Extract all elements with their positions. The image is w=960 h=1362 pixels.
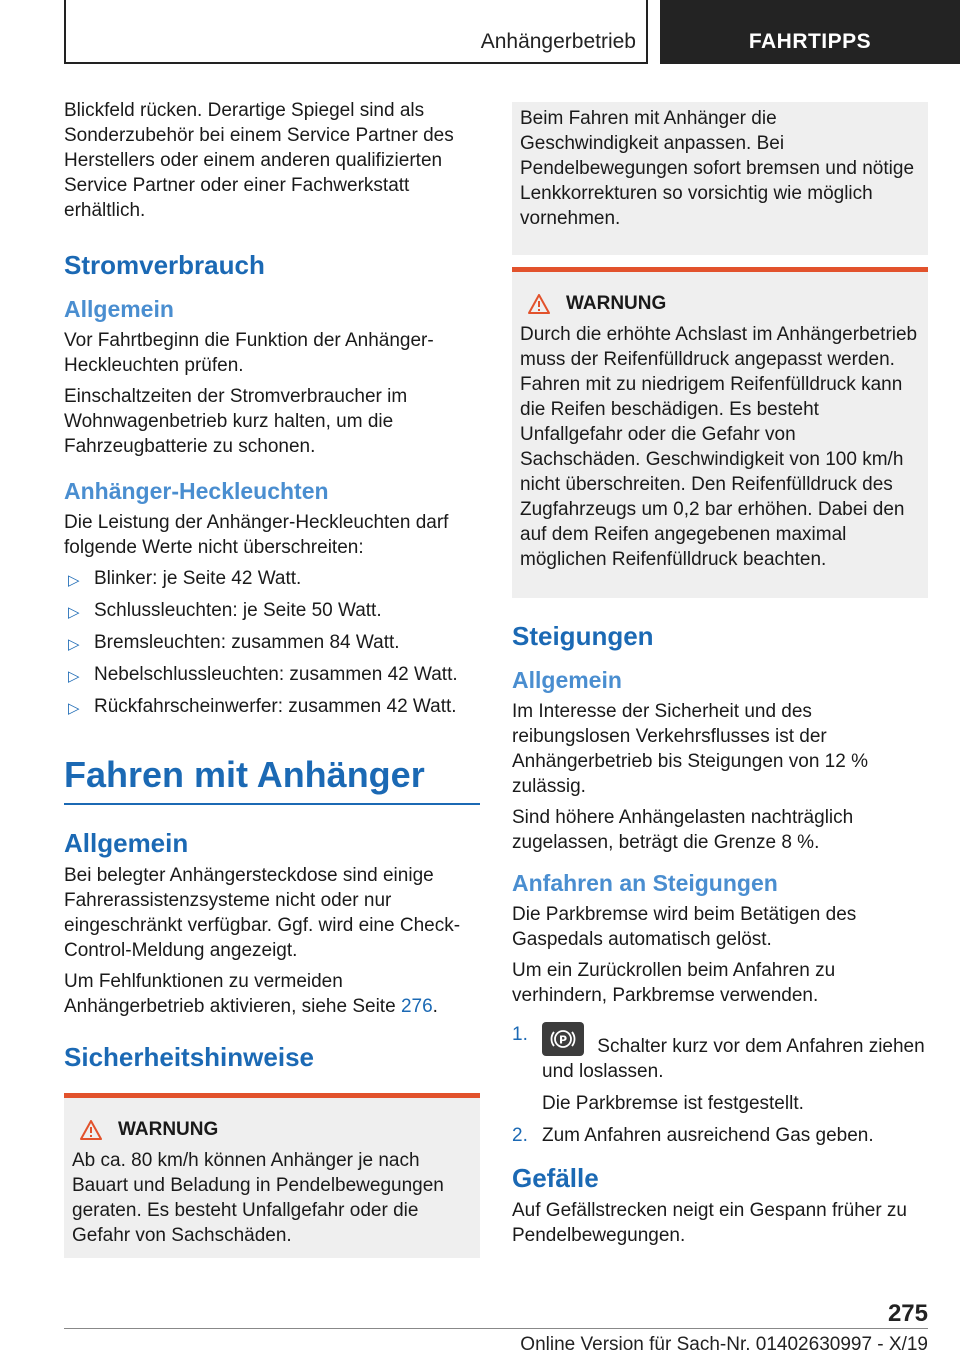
header-chapter-tab: FAHRTIPPS xyxy=(660,0,960,64)
list-item: ▷ Bremsleuchten: zusammen 84 Watt. xyxy=(64,630,480,655)
heading-sicherheitshinweise: Sicherheitshinweise xyxy=(64,1042,314,1072)
heading-stromverbrauch: Stromverbrauch xyxy=(64,250,265,280)
list-item xyxy=(512,1123,928,1148)
svg-text:P: P xyxy=(558,1033,568,1047)
warning-triangle-icon xyxy=(80,1120,102,1140)
info-box xyxy=(512,102,928,255)
header-section-title: Anhängerbetrieb xyxy=(480,30,636,53)
fahren-paragraph-2: Um Fehlfunktionen zu vermeiden Anhängerbetrieb aktivieren, siehe Seite 276. xyxy=(64,971,438,1017)
footer-rule xyxy=(64,1328,928,1329)
footer-online-version: Online Version für Sach-Nr. 01402630997 - X/19 xyxy=(520,1334,928,1355)
heading-allgemein-steigungen: Allgemein xyxy=(512,667,622,693)
heading-gefaelle: Gefälle xyxy=(512,1163,599,1193)
warning-label: WARNUNG xyxy=(566,293,667,314)
anfahren-paragraph-2: Um ein Zurückrollen beim Anfahren zu verhindern, Parkbremse verwenden. xyxy=(512,960,836,1006)
triangle-bullet-icon: ▷ xyxy=(68,636,80,653)
step-number: 2. xyxy=(512,1125,528,1146)
gefaelle-paragraph: Auf Gefällstrecken neigt ein Gespann früher zu Pendelbewegungen. xyxy=(512,1200,908,1246)
heckleuchten-paragraph: Die Leistung der Anhänger-Heckleuchten darf folgende Werte nicht überschreiten: xyxy=(64,512,449,558)
intro-paragraph: Blickfeld rücken. Derartige Spiegel sind als Sonderzubehör bei einem Service Partner des Herstellers oder einem anderen qualifizierten Service Partner oder einer Fachwerkstatt erhältlich. xyxy=(64,100,454,221)
heading-steigungen: Steigungen xyxy=(512,621,654,651)
fahren-paragraph-1: Bei belegter Anhängersteckdose sind einige Fahrerassistenzsysteme nicht oder nur eingeschränkt verfügbar. Ggf. wird eine Check-Control-Meldung angezeigt. xyxy=(64,865,461,961)
list-item xyxy=(512,1022,928,1116)
page-reference-link[interactable]: 276 xyxy=(400,996,433,1017)
steigungen-paragraph-2: Sind höhere Anhängelasten nachträglich zugelassen, beträgt die Grenze 8 %. xyxy=(512,807,854,853)
parking-brake-switch-icon xyxy=(542,1022,584,1056)
warning-header xyxy=(72,1118,472,1142)
steigungen-paragraph-1: Im Interesse der Sicherheit und des reibungslosen Verkehrsflusses ist der Anhängerbetrieb bis Steigungen von 12 % zulässig. xyxy=(512,701,868,797)
info-box-text: Beim Fahren mit Anhänger die Geschwindigkeit anpassen. Bei Pendelbewegungen sofort bremsen und nötige Lenkkorrekturen so vorsichtig wie möglich vornehmen. xyxy=(520,108,915,229)
right-column xyxy=(512,102,928,1254)
strom-paragraph-1: Vor Fahrtbeginn die Funktion der Anhänger-Heckleuchten prüfen. xyxy=(64,330,434,376)
warning-box-right xyxy=(512,267,928,598)
list-item: ▷ Nebelschlussleuchten: zusammen 42 Watt. xyxy=(64,662,480,687)
warning-label: WARNUNG xyxy=(118,1119,219,1140)
heckleuchten-list xyxy=(64,566,480,719)
anfahren-steps xyxy=(512,1022,928,1148)
triangle-bullet-icon: ▷ xyxy=(68,604,80,621)
anfahren-paragraph-1: Die Parkbremse wird beim Betätigen des Gaspedals automatisch gelöst. xyxy=(512,904,857,950)
step-text: Schalter kurz vor dem Anfahren ziehen und loslassen. xyxy=(542,1036,925,1082)
triangle-bullet-icon: ▷ xyxy=(68,572,80,589)
list-item: ▷ Blinker: je Seite 42 Watt. xyxy=(64,566,480,591)
strom-paragraph-2: Einschaltzeiten der Stromverbraucher im Wohnwagenbetrieb kurz halten, um die Fahrzeugbatterie zu schonen. xyxy=(64,386,408,457)
warning-header xyxy=(520,292,920,316)
warning-text: Durch die erhöhte Achslast im Anhängerbetrieb muss der Reifenfülldruck angepasst werden. Fahren mit zu niedrigem Reifenfülldruck kann die Reifen beschädigen. Es besteht Unfallgefahr oder die Gefahr von Sachschäden. Geschwindigkeit von 100 km/h nicht überschreiten. Den Reifenfülldruck des Zugfahrzeugs um 0,2 bar erhöhen. Dabei den auf dem Reifen angegebenen maximal möglichen Reifenfülldruck beachten. xyxy=(520,324,918,570)
heading-allgemein-strom: Allgemein xyxy=(64,296,174,322)
step-text: Zum Anfahren ausreichend Gas geben. xyxy=(542,1125,874,1146)
step-number: 1. xyxy=(512,1024,528,1045)
warning-triangle-icon xyxy=(528,294,550,314)
heading-fahren-mit-anhaenger: Fahren mit Anhänger xyxy=(64,754,425,795)
list-item: ▷ Schlussleuchten: je Seite 50 Watt. xyxy=(64,598,480,623)
triangle-bullet-icon: ▷ xyxy=(68,700,80,717)
heading-allgemein-fahren: Allgemein xyxy=(64,828,189,858)
heading-anfahren: Anfahren an Steigungen xyxy=(512,870,778,896)
triangle-bullet-icon: ▷ xyxy=(68,668,80,685)
heading-rule xyxy=(64,803,480,805)
list-item: ▷ Rückfahrscheinwerfer: zusammen 42 Watt. xyxy=(64,694,480,719)
left-column xyxy=(64,98,480,1258)
step-subtext: Die Parkbremse ist festgestellt. xyxy=(542,1093,804,1114)
warning-box-left xyxy=(64,1093,480,1258)
page-number: 275 xyxy=(887,1300,928,1327)
heading-heckleuchten: Anhänger-Heckleuchten xyxy=(64,478,329,504)
warning-text: Ab ca. 80 km/h können Anhänger je nach Bauart und Beladung in Pendelbewegungen geraten. Es besteht Unfallgefahr oder die Gefahr von Sachschäden. xyxy=(72,1150,444,1246)
